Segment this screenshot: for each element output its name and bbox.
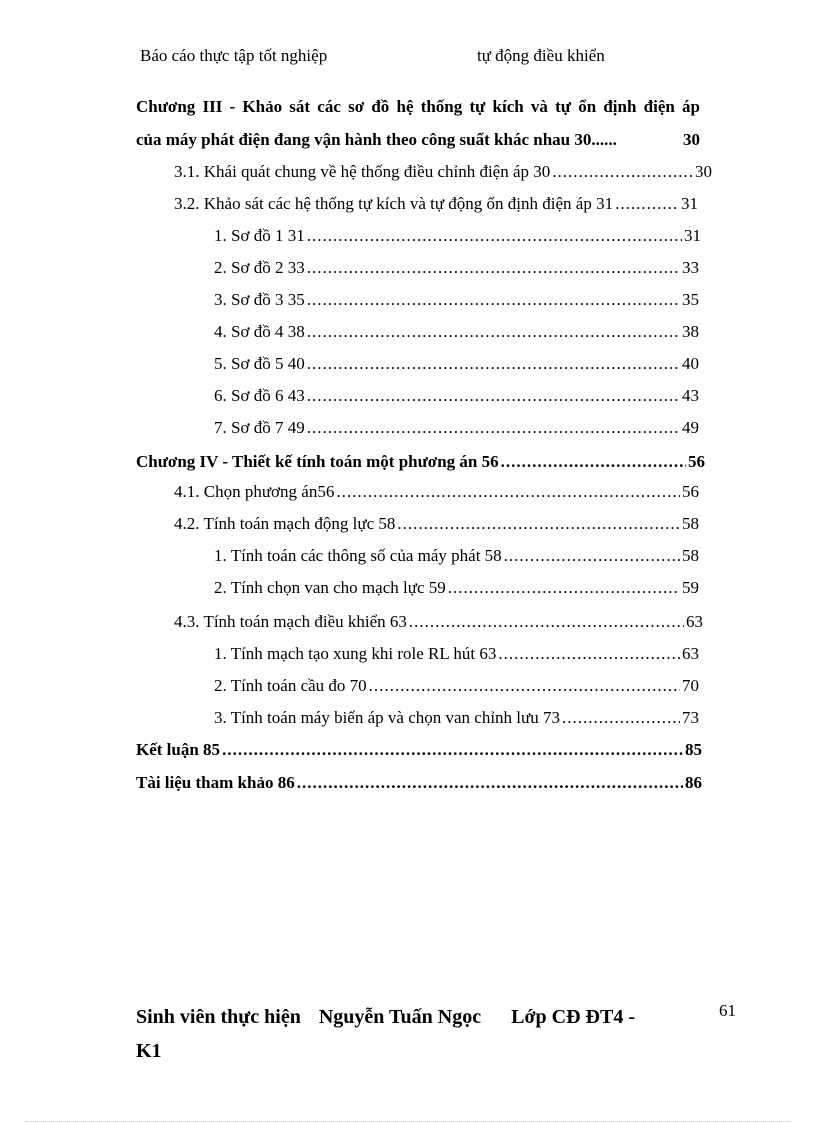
header-left: Báo cáo thực tập tốt nghiệp [140,46,328,65]
toc-entry-text: 4.1. Chọn phương án56 [174,482,335,501]
toc-entry-text: 2. Tính chọn van cho mạch lực 59 [214,578,446,597]
toc-entry[interactable] [214,544,699,568]
toc-entry-page: 35 [682,290,699,309]
chapter-3-line2-dots: ...... [591,130,617,149]
toc-entry[interactable] [214,384,699,408]
chapter-3-line1: Chương III - Khảo sát các sơ đồ hệ thống tự kích và tự ổn định điện áp [136,97,700,116]
toc-entry-text: 3. Sơ đồ 3 35 [214,290,305,309]
toc-entry-page: 58 [682,514,699,533]
toc-entry[interactable] [174,192,698,216]
toc-leader-dots [307,352,680,376]
toc-entry-text: 7. Sơ đồ 7 49 [214,418,305,437]
page-bottom-divider [26,1121,790,1122]
chapter-3-line2[interactable] [136,128,700,152]
toc-entry[interactable] [174,160,712,184]
toc-entry-text: Kết luận 85 [136,740,221,759]
toc-entry-text: 1. Sơ đồ 1 31 [214,226,305,245]
toc-entry-page: 70 [682,676,699,695]
toc-entry-text: 3.1. Khái quát chung về hệ thống điều chỉnh điện áp 30 [174,162,551,181]
toc-entry-text: 2. Sơ đồ 2 33 [214,258,305,277]
toc-entry-conclusion[interactable] [136,738,702,762]
toc-leader-dots [222,738,683,762]
toc-leader-dots [397,512,680,536]
page-number: 61 [719,1001,736,1020]
toc-leader-dots [501,450,686,474]
toc-entry-page: 31 [684,226,701,245]
header-right: tự động điều khiển [477,46,605,65]
toc-entry[interactable] [214,288,699,312]
toc-entry-text: 4.2. Tính toán mạch động lực 58 [174,514,396,533]
toc-leader-dots [498,642,680,666]
toc-entry-text: 1. Tính mạch tạo xung khi role RL hút 63 [214,644,497,663]
toc-entry[interactable] [214,224,701,248]
toc-entry-text: Chương IV - Thiết kế tính toán một phương án 56 [136,452,499,471]
toc-entry-text: 3. Tính toán máy biến áp và chọn van chỉnh lưu 73 [214,708,560,727]
toc-entry[interactable] [214,706,699,730]
chapter-3-line2-page: 30 [683,130,700,149]
toc-entry-page: 40 [682,354,699,373]
toc-entry-page: 49 [682,418,699,437]
toc-entry-text: 2. Tính toán cầu đo 70 [214,676,367,695]
toc-entry-page: 31 [681,194,698,213]
toc-leader-dots [307,256,680,280]
chapter-3-line2-text: của máy phát điện đang vận hành theo công suất khác nhau 30 [136,130,592,149]
toc-entry-page: 33 [682,258,699,277]
toc-leader-dots [307,416,680,440]
toc-entry-page: 38 [682,322,699,341]
toc-leader-dots [307,224,682,248]
toc-entry[interactable] [174,512,699,536]
toc-entry[interactable] [214,416,699,440]
footer-label: Sinh viên thực hiện [136,1006,301,1028]
toc-leader-dots [552,160,693,184]
toc-leader-dots [448,576,680,600]
toc-entry-page: 58 [682,546,699,565]
toc-entry-text: 3.2. Khảo sát các hệ thống tự kích và tự động ổn định điện áp 31 [174,194,614,213]
toc-entry-references[interactable] [136,771,702,795]
toc-entry-text: 5. Sơ đồ 5 40 [214,354,305,373]
toc-entry-page: 85 [685,740,702,759]
chapter-3-heading [136,90,700,123]
toc-entry[interactable] [214,352,699,376]
toc-entry[interactable] [214,256,699,280]
toc-leader-dots [504,544,680,568]
toc-leader-dots [369,674,680,698]
toc-entry-page: 63 [686,612,703,631]
toc-entry[interactable] [214,576,699,600]
toc-entry-page: 59 [682,578,699,597]
toc-entry[interactable] [214,674,699,698]
toc-entry-page: 43 [682,386,699,405]
toc-entry[interactable] [214,320,699,344]
toc-entry-page: 56 [688,452,705,471]
toc-leader-dots [307,288,680,312]
toc-entry-text: Tài liệu tham khảo 86 [136,773,295,792]
toc-entry-page: 73 [682,708,699,727]
footer-student-name: Nguyễn Tuấn Ngọc [318,1006,482,1028]
toc-entry-page: 30 [695,162,712,181]
footer-class-label: Lớp CĐ ĐT4 - [511,1006,635,1028]
toc-leader-dots [336,480,680,504]
toc-entry-page: 63 [682,644,699,663]
toc-entry-text: 1. Tính toán các thông số của máy phát 58 [214,546,502,565]
toc-leader-dots [409,610,684,634]
toc-leader-dots [307,320,680,344]
toc-entry[interactable] [174,480,699,504]
toc-leader-dots [562,706,680,730]
toc-entry-text: 4.3. Tính toán mạch điều khiển 63 [174,612,407,631]
toc-entry-page: 86 [685,773,702,792]
toc-leader-dots [615,192,679,216]
toc-entry-chapter[interactable] [136,450,705,474]
footer-class-suffix: K1 [136,1040,162,1062]
toc-entry-text: 4. Sơ đồ 4 38 [214,322,305,341]
toc-leader-dots [297,771,683,795]
toc-entry[interactable] [214,642,699,666]
toc-entry-page: 56 [682,482,699,501]
toc-leader-dots [307,384,680,408]
page-footer [136,1000,716,1068]
toc-entry-text: 6. Sơ đồ 6 43 [214,386,305,405]
toc-entry[interactable] [174,610,703,634]
